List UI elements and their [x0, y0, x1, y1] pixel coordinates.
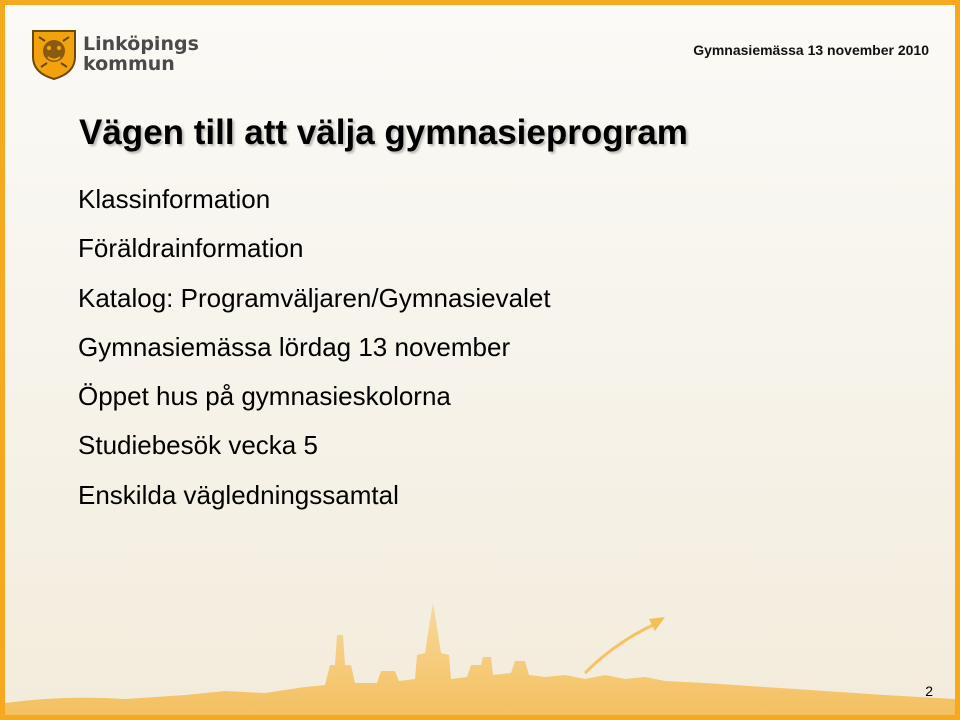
list-item: Katalog: Programväljaren/Gymnasievalet — [78, 282, 551, 313]
list-item: Enskilda vägledningssamtal — [78, 479, 399, 510]
list-item: Öppet hus på gymnasieskolorna — [78, 381, 451, 412]
list-item: Föräldrainformation — [78, 233, 304, 264]
logo-line-2: kommun — [83, 53, 175, 75]
slide-title: Vägen till att välja gymnasieprogram — [79, 113, 688, 152]
logo-line-1: Linköpings — [83, 33, 199, 55]
page-number: 2 — [925, 683, 933, 699]
city-skyline-icon — [5, 595, 955, 715]
list-item: Studiebesök vecka 5 — [78, 430, 318, 461]
list-item: Klassinformation — [78, 184, 271, 214]
bullet-list — [78, 175, 551, 520]
list-item: Gymnasiemässa lördag 13 november — [78, 331, 511, 362]
municipality-logo — [29, 27, 199, 81]
lion-shield-icon — [29, 27, 79, 81]
logo-text — [83, 34, 199, 74]
event-header: Gymnasiemässa 13 november 2010 — [693, 42, 929, 58]
